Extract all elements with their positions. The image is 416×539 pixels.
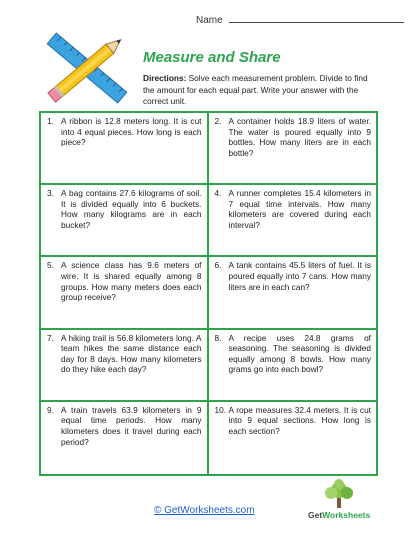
problem-cell <box>209 402 377 474</box>
problem-number: 8. <box>214 332 222 343</box>
directions-text: Solve each measurement problem. Divide to find the amount for each equal part. Write your answer with the correct unit. <box>143 73 368 107</box>
problem-text: A science class has 9.6 meters of wire. It is shared equally among 8 groups. How many meters does each group receive? <box>61 260 202 303</box>
problem-cell <box>41 185 209 257</box>
ruler-pencil-icon <box>40 30 134 106</box>
problem-cell <box>41 402 209 474</box>
problem-number: 3. <box>47 188 54 199</box>
name-label: Name <box>196 15 223 26</box>
problem-text: A tank contains 45.5 liters of fuel. It is poured equally into 7 cans. How many liters are in each can? <box>228 260 371 292</box>
page-title: Measure and Share <box>143 49 281 66</box>
problem-text: A container holds 18.9 liters of water. The water is poured equally into 9 bottles. How many liters are in each bottle? <box>228 116 371 158</box>
problem-number: 10. <box>214 404 227 415</box>
problem-text: A rope measures 32.4 meters. It is cut into 9 equal sections. How long is each section? <box>228 404 371 436</box>
problem-number: 2. <box>214 116 222 126</box>
problem-cell <box>209 185 377 257</box>
problem-text: A ribbon is 12.8 meters long. It is cut into 4 equal pieces. How long is each piece? <box>61 116 202 148</box>
problem-cell <box>209 113 377 185</box>
problem-cell <box>41 113 209 185</box>
problem-number: 7. <box>47 332 54 343</box>
problem-number: 1. <box>47 116 54 126</box>
name-blank-line[interactable] <box>229 22 404 23</box>
directions-label: Directions: <box>143 73 187 83</box>
problem-number: 9. <box>47 404 54 415</box>
problem-text: A bag contains 27.6 kilograms of soil. It is divided equally into 6 buckets. How many kilograms are in each bucket? <box>61 188 202 230</box>
getworksheets-logo <box>298 478 382 524</box>
problem-number: 6. <box>214 260 222 271</box>
brand-text: GetWorksheets <box>308 510 371 520</box>
problem-number: 4. <box>214 188 222 199</box>
problem-text: A hiking trail is 56.8 kilometers long. A team hikes the same distance each day for 8 days. How many kilometers do they hike each day? <box>61 332 202 375</box>
tree-icon <box>298 478 382 510</box>
problem-number: 5. <box>47 260 54 271</box>
problem-text: A train travels 63.9 kilometers in 9 equal time periods. How many kilometers does it travel during each period? <box>61 404 202 447</box>
problem-text: A recipe uses 24.8 grams of seasoning. The seasoning is divided equally among 8 bowls. How many grams go into each bowl? <box>228 332 371 375</box>
directions <box>143 73 379 108</box>
name-field-label <box>196 15 404 26</box>
footer-website-link[interactable]: © GetWorksheets.com <box>154 505 255 516</box>
problem-cell <box>209 330 377 402</box>
problem-cell <box>41 257 209 329</box>
problem-text: A runner completes 15.4 kilometers in 7 equal time intervals. How many kilometers are covered during each interval? <box>228 188 371 230</box>
problem-cell <box>209 257 377 329</box>
problem-grid <box>39 111 378 476</box>
problem-cell <box>41 330 209 402</box>
